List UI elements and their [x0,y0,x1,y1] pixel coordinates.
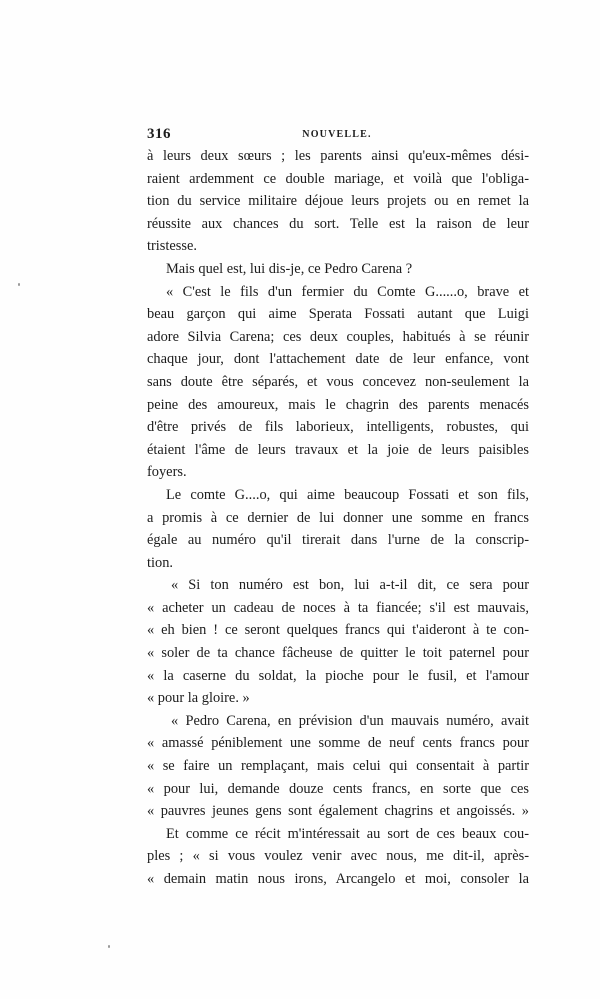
text-line: à leurs deux sœurs ; les parents ainsi qu'eux-mêmes dési- [147,148,529,164]
text-line: « amassé péniblement une somme de neuf cents francs pour [147,735,529,752]
text-line: « C'est le fils d'un fermier du Comte G......o, brave et [166,283,529,300]
text-line: tion du service militaire déjoue leurs projets ou en remet la [147,193,529,210]
text-line: raient ardemment ce double mariage, et voilà que l'obliga- [147,170,529,187]
text-line: « se faire un remplaçant, mais celui qui consentait à partir [147,758,529,775]
text-line: tristesse. [147,238,197,255]
text-line: chaque jour, dont l'attachement date de leur enfance, vont [147,351,529,368]
margin-speck [18,283,20,286]
text-line: « Si ton numéro est bon, lui a-t-il dit, ce sera pour [171,577,529,594]
text-line: a promis à ce dernier de lui donner une somme en francs [147,509,529,526]
margin-speck [108,945,110,948]
text-line: tion. [147,554,173,571]
text-line: sans doute être séparés, et vous concevez non-seulement la [147,373,529,390]
text-line: ples ; « si vous voulez venir avec nous, me dit-il, après- [147,848,529,865]
text-line: Et comme ce récit m'intéressait au sort de ces beaux cou- [166,825,529,842]
text-line: « pour lui, demande douze cents francs, en sorte que ces [147,780,529,797]
text-line: « demain matin nous irons, Arcangelo et moi, consoler la [147,871,529,887]
running-title: NOUVELLE. [302,129,372,140]
page-number: 316 [147,126,171,142]
text-line: Le comte G....o, qui aime beaucoup Fossati et son fils, [166,486,529,503]
text-line: « la caserne du soldat, la pioche pour le fusil, et l'amour [147,667,529,684]
text-line: foyers. [147,464,187,481]
text-line: « pauvres jeunes gens sont également chagrins et angoissés. » [147,803,529,820]
text-line: « Pedro Carena, en prévision d'un mauvais numéro, avait [171,712,529,729]
text-line: beau garçon qui aime Sperata Fossati autant que Luigi [147,306,529,323]
text-line: égale au numéro qu'il tirerait dans l'urne de la conscrip- [147,532,529,549]
text-line: « pour la gloire. » [147,690,250,707]
page-header [147,126,527,146]
text-line: adore Silvia Carena; ces deux couples, habitués à se réunir [147,328,529,345]
text-line: étaient l'âme de leurs travaux et la joie de leurs paisibles [147,441,529,458]
text-line: « eh bien ! ce seront quelques francs qui t'aideront à te con- [147,622,529,639]
body-text [147,145,529,891]
text-line: réussite aux chances du sort. Telle est la raison de leur [147,215,529,232]
text-line: « soler de ta chance fâcheuse de quitter le toit paternel pour [147,645,529,662]
text-line: d'être privés de fils laborieux, intelligents, robustes, qui [147,419,529,436]
text-line: peine des amoureux, mais le chagrin des parents menacés [147,396,529,413]
text-line: « acheter un cadeau de noces à ta fiancée; s'il est mauvais, [147,599,529,616]
text-line: Mais quel est, lui dis-je, ce Pedro Carena ? [166,260,413,277]
